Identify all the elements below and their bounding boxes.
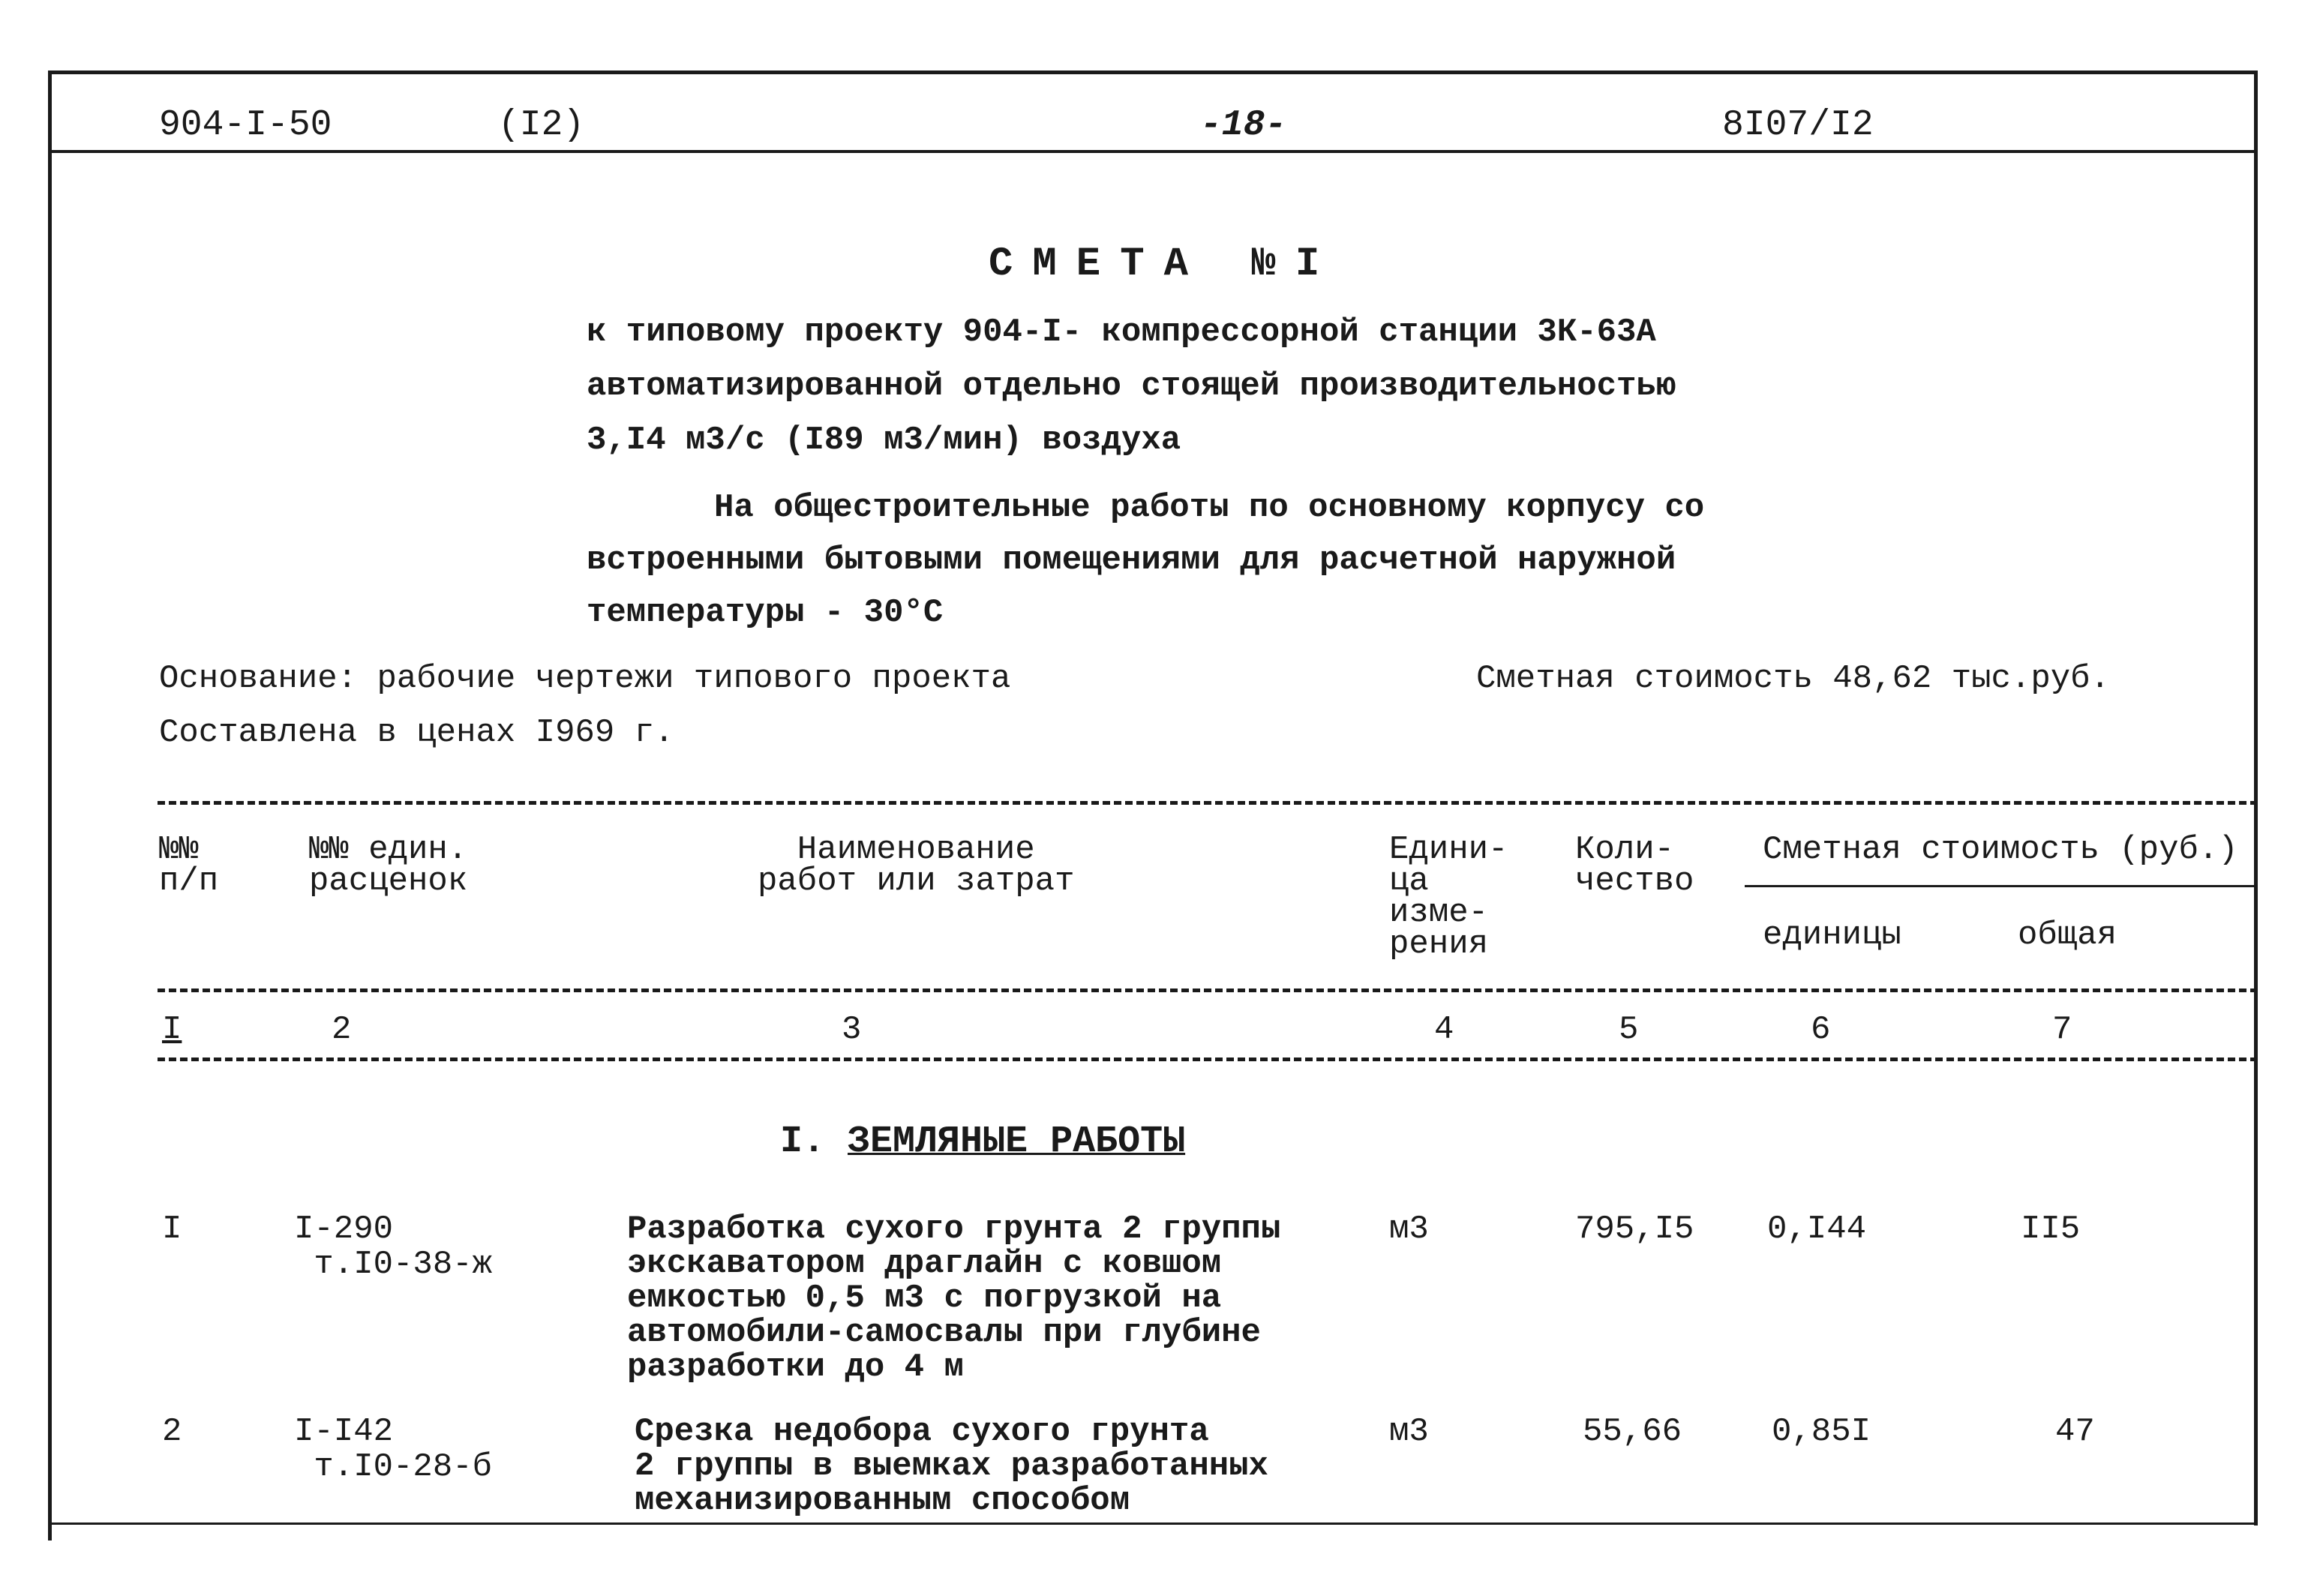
header-unit: Едини- ца изме- рения (1389, 831, 1508, 963)
project-line-1: к типовому проекту 904-I- компрессорной станции 3К-63А (587, 314, 1656, 351)
header-quantity: Коли- чество (1575, 831, 1694, 900)
row-unit-cost: 0,85I (1772, 1413, 1871, 1450)
frame-left-border (48, 70, 52, 1540)
work-line-2: встроенными бытовыми помещениями для расчетной наружной (587, 542, 1676, 579)
project-line-3: 3,I4 м3/с (I89 м3/мин) воздуха (587, 422, 1181, 459)
estimated-cost: Сметная стоимость 48,62 тыс.руб. (1476, 660, 2110, 698)
work-line-3: температуры - 30°С (587, 594, 944, 632)
section-title (780, 1120, 1185, 1163)
row-work-name: Разработка сухого грунта 2 группы экскаватором драглайн с ковшом емкостью 0,5 м3 с погрузкой на автомобили-самосвалы при глубине разработки до 4 м (627, 1210, 1281, 1386)
column-number-6: 6 (1811, 1011, 1831, 1048)
document-title: СМЕТА №I (989, 242, 1340, 287)
frame-right-border (2254, 70, 2258, 1526)
column-number-1: I (162, 1011, 182, 1048)
table-top-rule (158, 801, 2258, 805)
section-title-text: ЗЕМЛЯНЫЕ РАБОТЫ (848, 1120, 1186, 1163)
column-number-4: 4 (1434, 1011, 1454, 1048)
header-total-cost: общая (2018, 916, 2117, 954)
header-work-name: Наименование работ или затрат (758, 831, 1075, 900)
row-total-cost: II5 (2021, 1210, 2081, 1248)
frame-bottom-border (50, 1522, 2258, 1525)
column-number-2: 2 (332, 1011, 352, 1048)
cost-group-rule (1745, 885, 2258, 887)
header-row-number: №№ п/п (159, 831, 219, 900)
header-rate-code: №№ един. расценок (309, 831, 468, 900)
row-number: I (162, 1210, 182, 1248)
doc-part: (I2) (498, 105, 585, 146)
section-number: I. (780, 1120, 826, 1163)
price-year: Составлена в ценах I969 г. (159, 714, 674, 752)
header-unit-cost: единицы (1763, 916, 1901, 954)
header-rule (50, 150, 2258, 153)
table-header-rule (158, 988, 2258, 992)
inventory-number: 8I07/I2 (1722, 105, 1874, 146)
row-rate-code: I-290 т.I0-38-ж (294, 1210, 493, 1283)
doc-code: 904-I-50 (159, 105, 332, 146)
column-number-rule (158, 1058, 2258, 1061)
column-number-5: 5 (1619, 1011, 1639, 1048)
row-number: 2 (162, 1413, 182, 1450)
row-quantity: 55,66 (1583, 1413, 1682, 1450)
column-number-3: 3 (842, 1011, 862, 1048)
row-work-name: Срезка недобора сухого грунта 2 группы в выемках разработанных механизированным способом (635, 1413, 1268, 1520)
project-line-2: автоматизированной отдельно стоящей производительностью (587, 368, 1676, 405)
header-cost-group: Сметная стоимость (руб.) (1763, 831, 2238, 868)
row-unit: м3 (1389, 1210, 1429, 1248)
work-line-1: На общестроительные работы по основному корпусу со (714, 489, 1705, 526)
row-total-cost: 47 (2055, 1413, 2095, 1450)
basis-text: Основание: рабочие чертежи типового проекта (159, 660, 1011, 698)
row-quantity: 795,I5 (1575, 1210, 1694, 1248)
row-unit: м3 (1389, 1413, 1429, 1450)
column-number-7: 7 (2052, 1011, 2072, 1048)
row-unit-cost: 0,I44 (1767, 1210, 1867, 1248)
frame-top-border (50, 70, 2258, 74)
page-number: -18- (1200, 105, 1287, 146)
row-rate-code: I-I42 т.I0-28-б (294, 1413, 493, 1486)
